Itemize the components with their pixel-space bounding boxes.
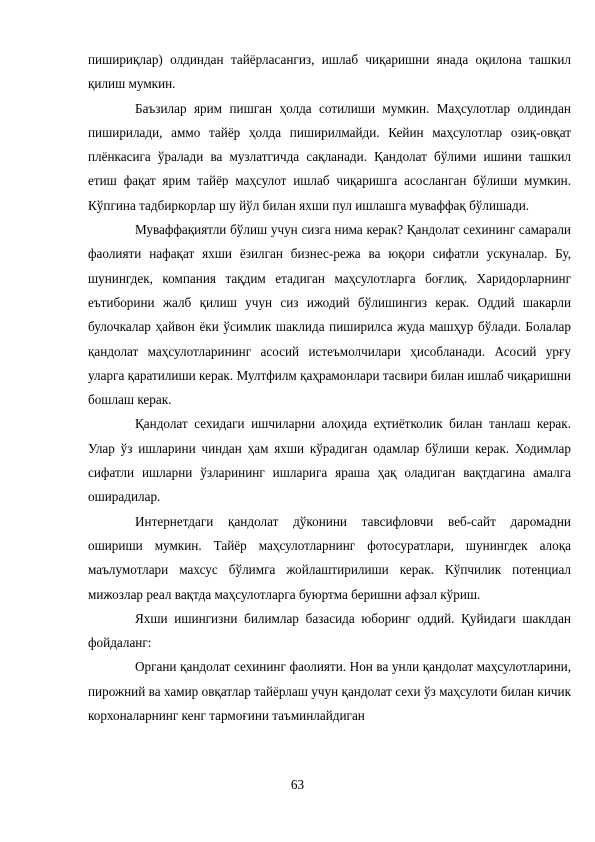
paragraph-success-requirements: Муваффақиятли бўлиш учун сизга нима керак? Қандолат сехининг самарали фаолияти нафақат яхши ёзилган бизнес-режа ва юқори сифатли ускуналар. Бу, шунингдек, компания тақдим етадиган маҳсулотларга боғлиқ. Харидорларнинг еътиборини жалб қилиш учун сиз ижодий бўлишингиз керак. Оддий шакарли булочкалар ҳайвон ёки ўсимлик шаклида пиширилса жуда машҳур бўлади. Болалар қандолат маҳсулотларининг асосий истеъмолчилари ҳисобланади. Асосий урғу уларга қаратилиши керак. Мултфилм қаҳрамонлари тасвири билан ишлаб чиқаришни бошлаш керак. (88, 222, 571, 408)
page-body (88, 48, 571, 728)
paragraph-knowledge-base: Яхши ишингизни билимлар базасида юборинг оддий. Қуйидаги шаклдан фойдаланг: (88, 610, 571, 651)
paragraph-workshop-activity: Органи қандолат сехининг фаолияти. Нон ва унли қандолат маҳсулотларини, пирожний ва хамир овқатлар тайёрлаш учун қандолат сехи ўз маҳсулоти билан кичик корхоналарнинг кенг тармоғини таъминлайдиган (88, 659, 571, 724)
paragraph-semi-finished-products: Баъзилар ярим пишган ҳолда сотилиши мумкин. Маҳсулотлар олдиндан пиширилади, аммо тайёр ҳолда пиширилмайди. Кейин маҳсулотлар озиқ-овқат плёнкасига ўралади ва музлатгичда сақланади. Қандолат бўлими ишини ташкил етиш фақат ярим тайёр маҳсулот ишлаб чиқаришга асосланган бўлиши мумкин. Кўпгина тадбиркорлар шу йўл билан яхши пул ишлашга муваффақ бўлишади. (88, 100, 571, 213)
page-number: 63 (290, 777, 305, 792)
paragraph-website: Интернетдаги қандолат дўконини тавсифловчи веб-сайт даромадни ошириши мумкин. Тайёр маҳсулотларнинг фотосуратлари, шунингдек алоқа маълумотлари махсус бўлимга жойлаштирилиши керак. Кўпчилик потенциал мижозлар реал вақтда маҳсулотларга буюртма беришни афзал кўриш. (88, 513, 571, 602)
paragraph-workers: Қандолат сехидаги ишчиларни алоҳида еҳтиётколик билан танлаш керак. Улар ўз ишларини чиндан ҳам яхши кўрадиган одамлар бўлиши керак. Ходимлар сифатли ишларни ўзларининг ишларига яраша ҳақ оладиган вақтдагина амалга оширадилар. (88, 416, 571, 505)
paragraph-continuation: пишириқлар) олдиндан тайёрласангиз, ишлаб чиқаришни янада оқилона ташкил қилиш мумкин. (88, 52, 571, 92)
